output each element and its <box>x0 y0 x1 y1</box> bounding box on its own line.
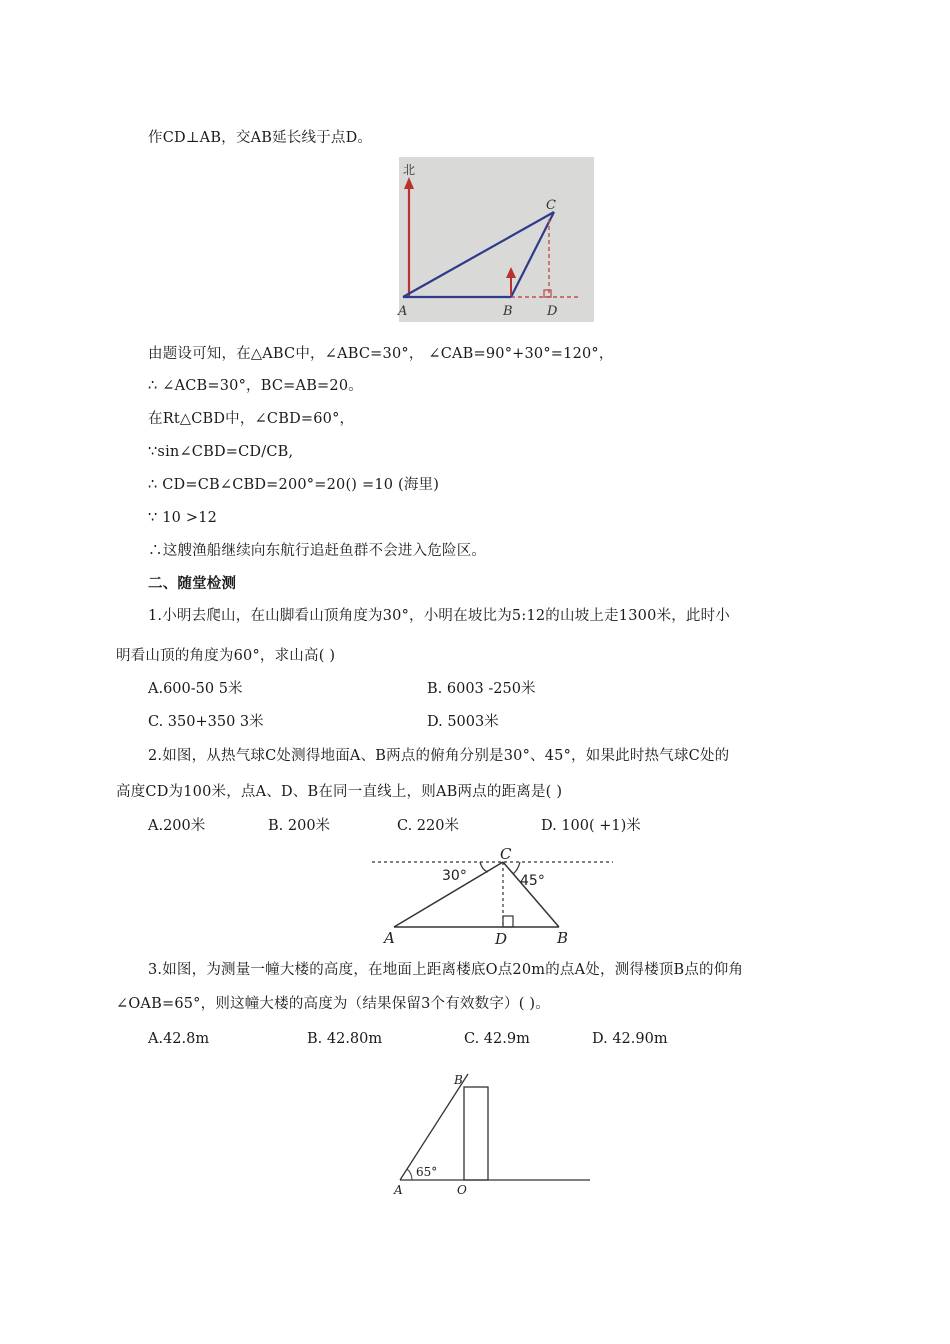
label-B: B <box>557 929 569 947</box>
solution-line-7: ∵ 10 >12 <box>148 510 218 526</box>
label-C: C <box>546 198 556 213</box>
q2-line-2: 高度CD为100米，点A、D、B在同一直线上，则AB两点的距离是( ) <box>116 784 563 800</box>
solution-line-3: ∴ ∠ACB=30°，BC=AB=20。 <box>148 378 363 394</box>
solution-line-5: ∵sin∠CBD=CD/CB, <box>148 444 294 460</box>
q1-line-2: 明看山顶的角度为60°，求山高( ) <box>116 648 336 664</box>
figure-3-building-diagram <box>390 1072 595 1197</box>
q3-option-a: A.42.8m <box>148 1031 210 1047</box>
figure-1-north-diagram <box>399 157 594 322</box>
q1-option-b: B. 6003 -250米 <box>427 681 536 697</box>
solution-line-8: ∴这艘渔船继续向东航行追赶鱼群不会进入危险区。 <box>148 543 487 559</box>
label-A: A <box>394 1183 403 1197</box>
solution-line-6: ∴ CD=CB∠CBD=200°=20() =10 (海里) <box>148 477 440 493</box>
q2-option-a: A.200米 <box>148 818 206 834</box>
angle-arc-65 <box>407 1169 412 1180</box>
angle-label-45: 45° <box>520 873 545 889</box>
angle-arc-30 <box>480 862 488 872</box>
q3-line-2: ∠OAB=65°，则这幢大楼的高度为（结果保留3个有效数字）( )。 <box>116 996 550 1012</box>
building <box>464 1087 488 1180</box>
label-D: D <box>495 930 508 948</box>
section-title: 二、随堂检测 <box>148 576 237 592</box>
figure-2-balloon-diagram <box>370 843 620 948</box>
q1-option-d: D. 5003米 <box>427 714 499 730</box>
segment-BC <box>503 862 559 927</box>
label-A: A <box>398 304 408 319</box>
q3-option-c: C. 42.9m <box>464 1031 530 1047</box>
right-angle-marker <box>503 916 513 927</box>
q1-option-a: A.600-50 5米 <box>148 681 243 697</box>
q2-option-c: C. 220米 <box>397 818 459 834</box>
angle-arc-45 <box>513 862 520 874</box>
angle-label-65: 65° <box>416 1165 438 1179</box>
q2-line-1: 2.如图，从热气球C处测得地面A、B两点的俯角分别是30°、45°，如果此时热气球C处的 <box>148 748 730 764</box>
angle-label-30: 30° <box>442 868 467 884</box>
label-C: C <box>500 845 512 863</box>
q3-line-1: 3.如图，为测量一幢大楼的高度，在地面上距离楼底O点20m的点A处，测得楼顶B点的仰角 <box>148 962 744 978</box>
q3-option-d: D. 42.90m <box>592 1031 668 1047</box>
q1-option-c: C. 350+350 3米 <box>148 714 264 730</box>
q2-option-b: B. 200米 <box>268 818 331 834</box>
label-B: B <box>454 1073 463 1087</box>
solution-line-4: 在Rt△CBD中，∠CBD=60°， <box>148 411 355 427</box>
solution-line-2: 由题设可知，在△ABC中，∠ABC=30°， ∠CAB=90°+30°=120°， <box>148 346 614 362</box>
solution-line-1: 作CD⊥AB，交AB延长线于点D。 <box>148 130 373 146</box>
q1-line-1: 1.小明去爬山，在山脚看山顶角度为30°，小明在坡比为5:12的山坡上走1300米，此时小 <box>148 608 730 624</box>
label-A: A <box>384 929 395 947</box>
q2-option-d: D. 100( +1)米 <box>541 818 641 834</box>
label-D: D <box>547 304 558 319</box>
north-label: 北 <box>403 163 416 177</box>
label-O: O <box>457 1183 467 1197</box>
label-B: B <box>503 304 513 319</box>
q3-option-b: B. 42.80m <box>307 1031 383 1047</box>
